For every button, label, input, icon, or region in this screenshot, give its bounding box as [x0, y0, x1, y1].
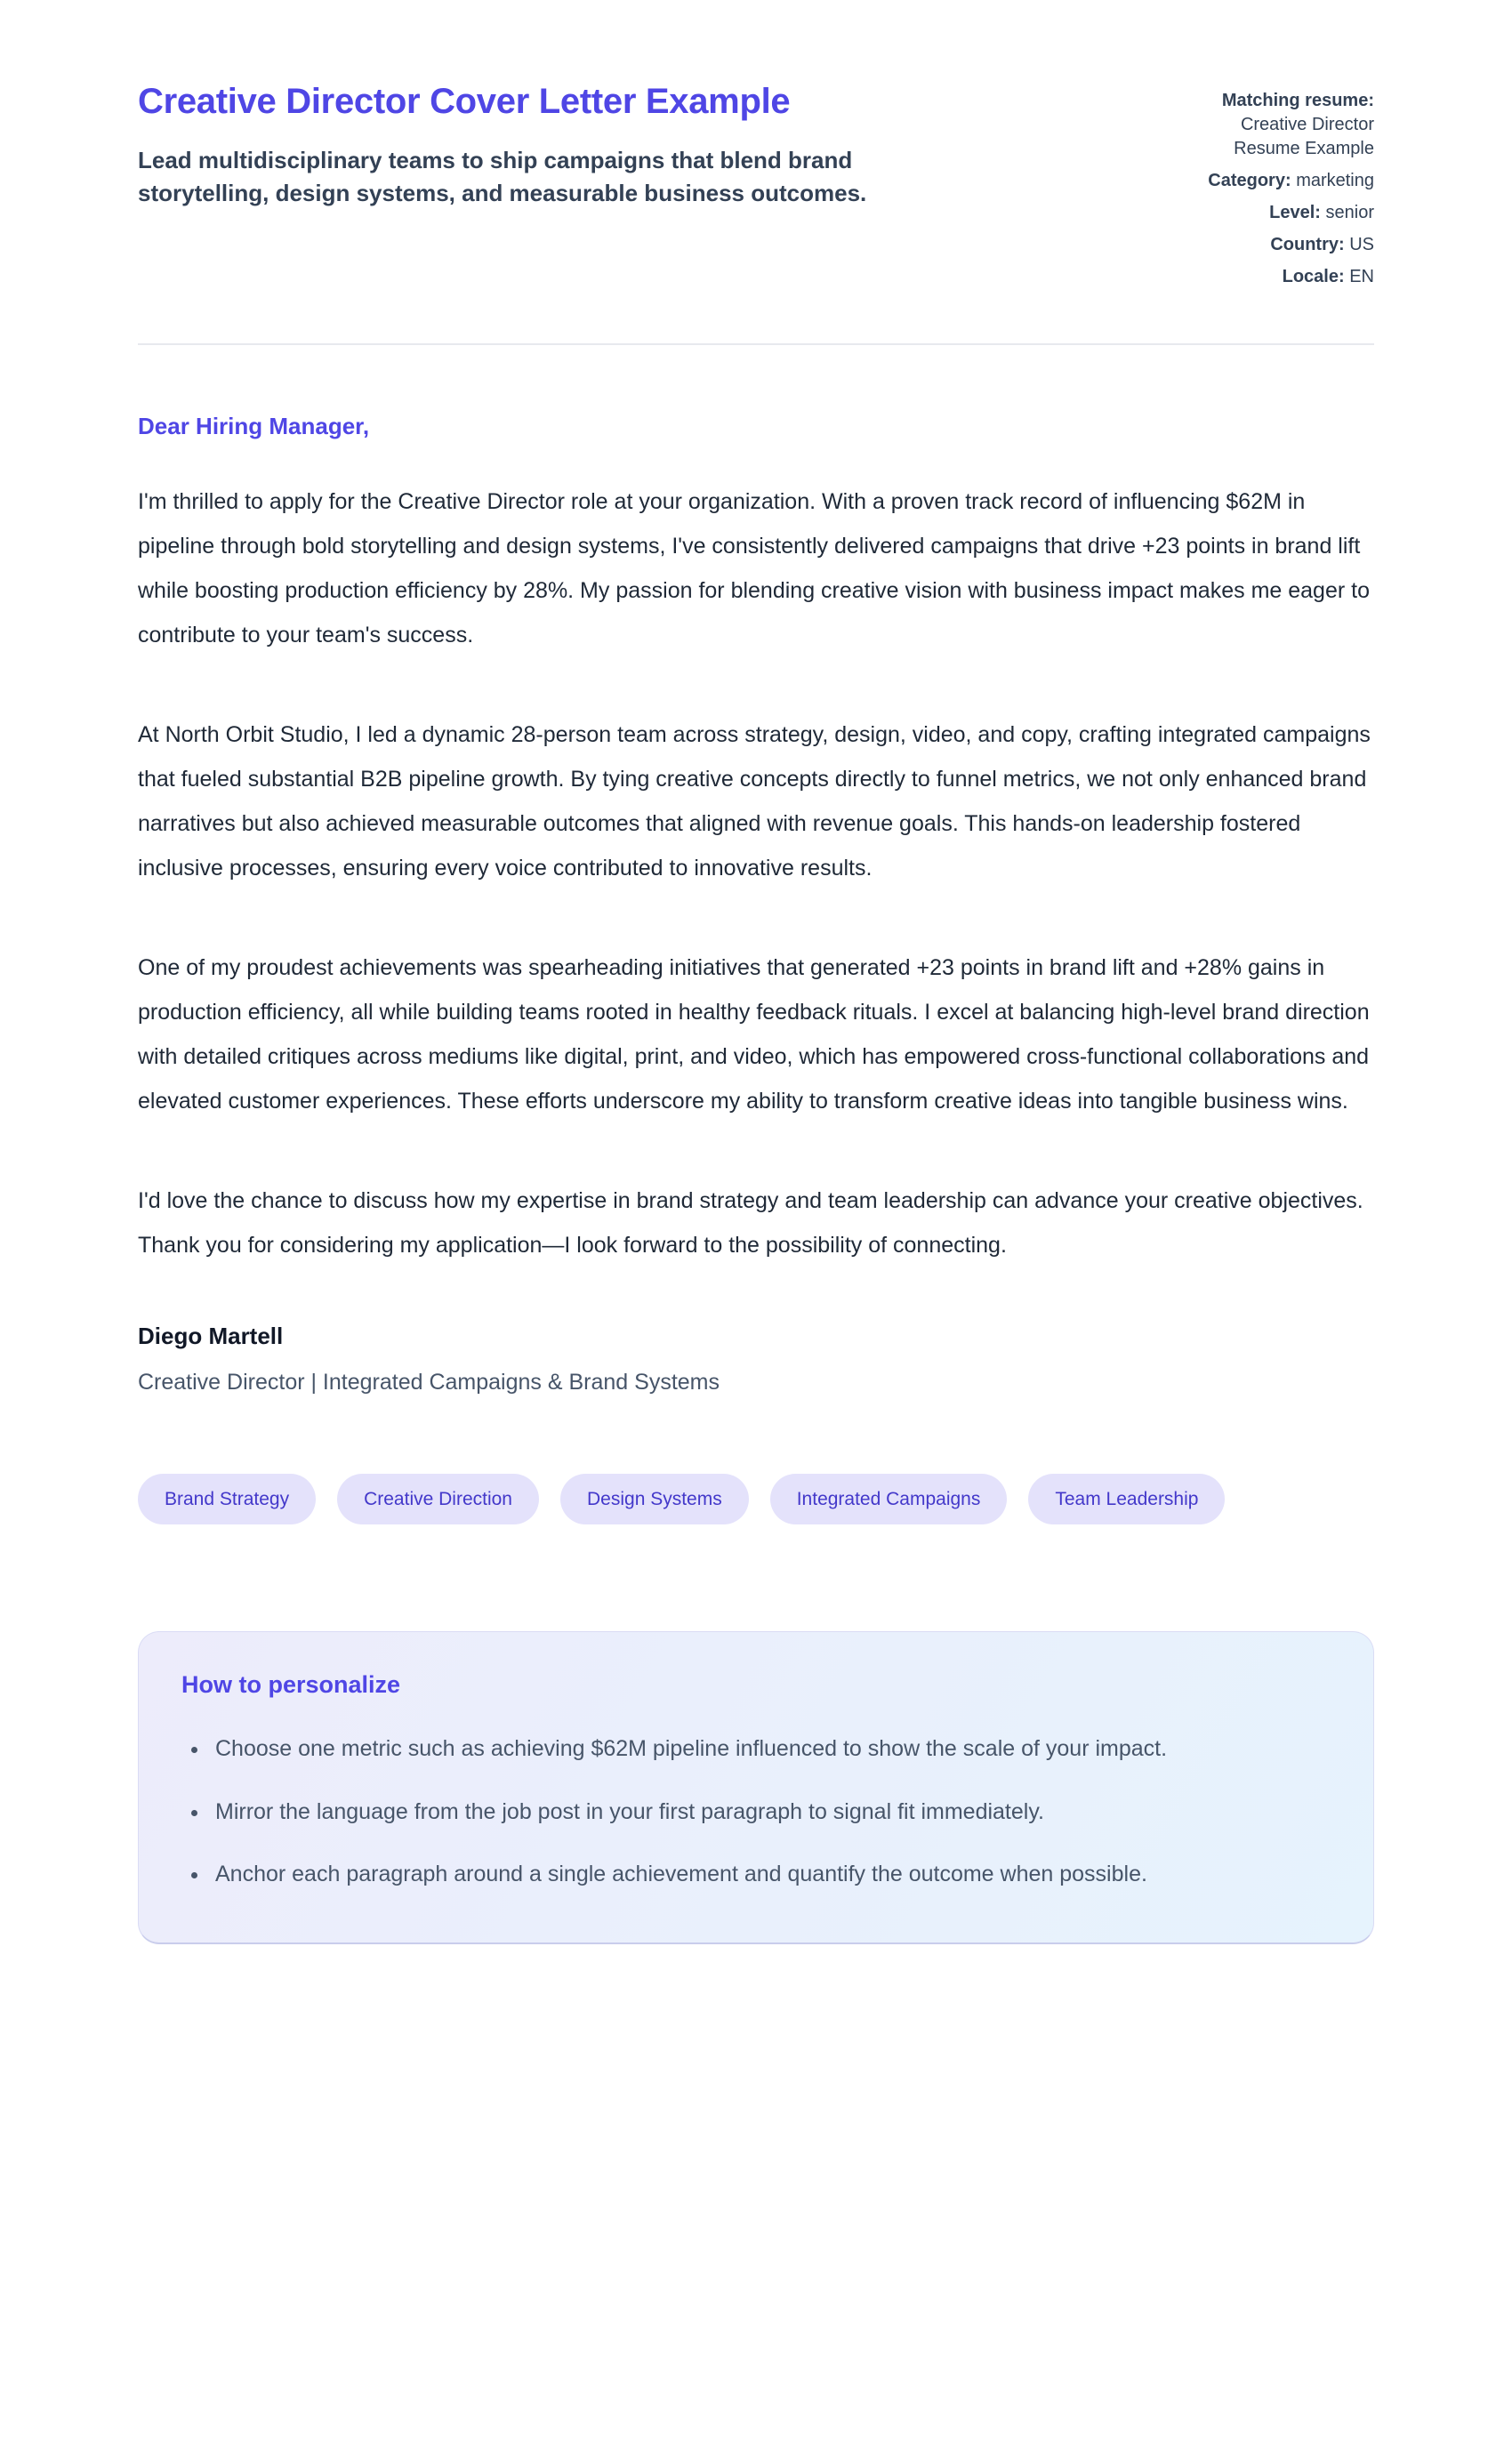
meta-label: Locale:	[1282, 267, 1345, 286]
tag-badge: Integrated Campaigns	[770, 1474, 1008, 1524]
meta-item	[1186, 265, 1374, 289]
letter-paragraph: I'm thrilled to apply for the Creative Director role at your organization. With a proven track record of influencing $62M in pipeline through bold storytelling and design systems, I've consistently delivered campaigns that drive +23 points in brand lift while boosting production efficiency by 28%. My passion for blending creative vision with business impact makes me eager to contribute to your team's success.	[138, 489, 1370, 647]
tag-badge: Creative Direction	[337, 1474, 539, 1524]
header	[138, 80, 1374, 297]
meta-value: marketing	[1296, 171, 1374, 190]
header-divider	[138, 343, 1374, 345]
signature-block	[138, 1323, 1374, 1395]
personalize-bullet: • Anchor each paragraph around a single achievement and quantify the outcome when possible.	[210, 1851, 1331, 1898]
cover-letter-page	[138, 0, 1374, 1944]
personalize-bullet: • Mirror the language from the job post in your first paragraph to signal fit immediately.	[210, 1789, 1331, 1836]
meta-value: senior	[1325, 203, 1374, 222]
meta-item	[1186, 169, 1374, 193]
meta-label: Level:	[1269, 203, 1321, 222]
resume-meta-panel	[1186, 80, 1374, 297]
header-title-block	[138, 80, 921, 210]
meta-value: US	[1349, 235, 1374, 254]
meta-label: Matching resume:	[1221, 91, 1374, 110]
personalize-bullet: • Choose one metric such as achieving $62M pipeline influenced to show the scale of your impact.	[210, 1725, 1331, 1773]
letter-paragraph: One of my proudest achievements was spearheading initiatives that generated +23 points in brand lift and +28% gains in production efficiency, all while building teams rooted in healthy feedback rituals. I excel at balancing high-level brand direction with detailed critiques across mediums like digital, print, and video, which has empowered cross-functional collaborations and elevated customer experiences. These efforts underscore my ability to transform creative ideas into tangible business wins.	[138, 955, 1370, 1114]
meta-item	[1186, 201, 1374, 225]
meta-item	[1186, 233, 1374, 257]
letter-body	[138, 413, 1374, 1944]
tag-badge: Team Leadership	[1028, 1474, 1225, 1524]
letter-paragraph: I'd love the chance to discuss how my expertise in brand strategy and team leadership can advance your creative objectives. Thank you for considering my application—I look forward to the possibility of connecting.	[138, 1188, 1363, 1258]
tag-badge: Design Systems	[560, 1474, 749, 1524]
page-subtitle: Lead multidisciplinary teams to ship campaigns that blend brand storytelling, design systems, and measurable business outcomes.	[138, 147, 867, 206]
signature-name: Diego Martell	[138, 1323, 284, 1349]
signature-role: Creative Director | Integrated Campaigns & Brand Systems	[138, 1370, 720, 1395]
tag-list	[138, 1474, 1374, 1524]
personalize-title: How to personalize	[181, 1671, 401, 1698]
letter-paragraphs	[138, 479, 1374, 1267]
meta-value: Creative Director Resume Example	[1234, 115, 1374, 158]
personalize-list	[181, 1725, 1331, 1898]
meta-value: EN	[1349, 267, 1374, 286]
meta-label: Country:	[1270, 235, 1345, 254]
page-title: Creative Director Cover Letter Example	[138, 82, 791, 121]
tag-badge: Brand Strategy	[138, 1474, 316, 1524]
letter-paragraph: At North Orbit Studio, I led a dynamic 28-person team across strategy, design, video, and copy, crafting integrated campaigns that fueled substantial B2B pipeline growth. By tying creative concepts directly to funnel metrics, we not only enhanced brand narratives but also achieved measurable outcomes that aligned with revenue goals. This hands-on leadership fostered inclusive processes, ensuring every voice contributed to innovative results.	[138, 722, 1371, 881]
personalize-box	[138, 1631, 1374, 1944]
meta-label: Category:	[1208, 171, 1291, 190]
meta-item	[1186, 89, 1374, 161]
salutation: Dear Hiring Manager,	[138, 413, 370, 439]
